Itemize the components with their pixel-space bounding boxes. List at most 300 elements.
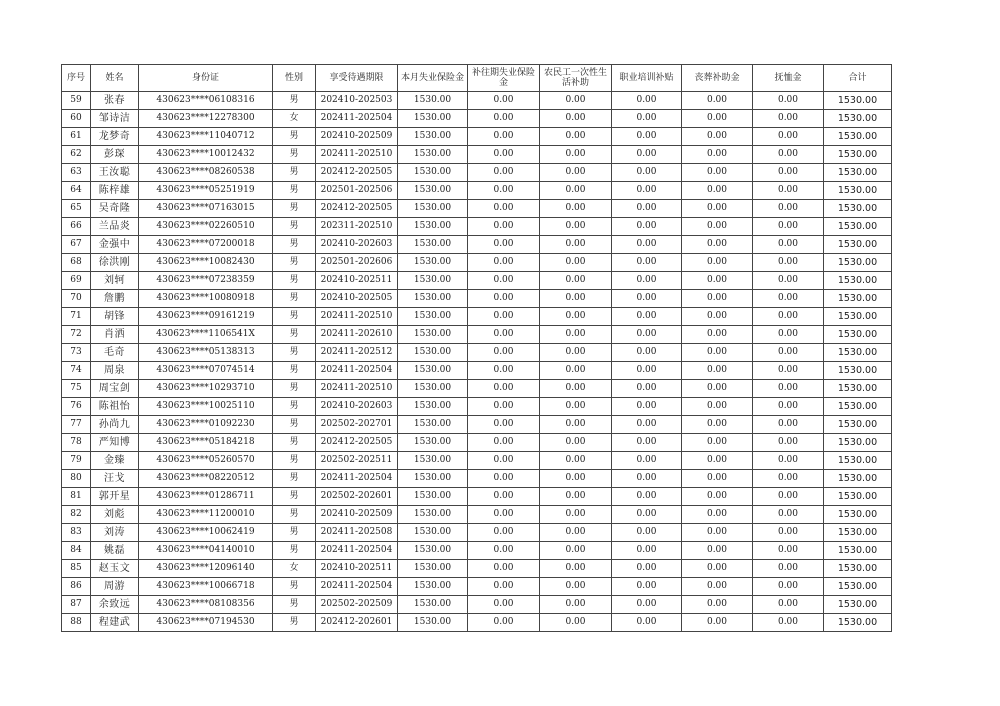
cell-name: 余致远	[91, 596, 139, 614]
cell-seq: 62	[62, 146, 91, 164]
cell-period: 202411-202508	[316, 524, 398, 542]
cell-id: 430623****10082430	[139, 254, 273, 272]
cell-total: 1530.00	[824, 560, 892, 578]
cell-pension: 0.00	[753, 146, 824, 164]
table-row	[62, 200, 892, 218]
cell-migrant-subsidy: 0.00	[540, 200, 612, 218]
cell-backpay: 0.00	[468, 92, 540, 110]
cell-funeral: 0.00	[682, 578, 753, 596]
col-header-gender: 性别	[273, 65, 316, 92]
cell-backpay: 0.00	[468, 380, 540, 398]
table-row	[62, 272, 892, 290]
cell-migrant-subsidy: 0.00	[540, 488, 612, 506]
table-row	[62, 164, 892, 182]
cell-seq: 84	[62, 542, 91, 560]
cell-seq: 75	[62, 380, 91, 398]
cell-funeral: 0.00	[682, 128, 753, 146]
cell-id: 430623****11040712	[139, 128, 273, 146]
cell-migrant-subsidy: 0.00	[540, 524, 612, 542]
cell-pension: 0.00	[753, 308, 824, 326]
cell-id: 430623****10012432	[139, 146, 273, 164]
cell-period: 202311-202510	[316, 218, 398, 236]
cell-period: 202411-202504	[316, 578, 398, 596]
cell-funeral: 0.00	[682, 452, 753, 470]
cell-seq: 74	[62, 362, 91, 380]
cell-monthly: 1530.00	[398, 506, 468, 524]
cell-pension: 0.00	[753, 110, 824, 128]
cell-training: 0.00	[612, 614, 682, 632]
cell-id: 430623****10025110	[139, 398, 273, 416]
cell-id: 430623****12278300	[139, 110, 273, 128]
cell-period: 202410-202603	[316, 398, 398, 416]
cell-pension: 0.00	[753, 236, 824, 254]
cell-period: 202412-202505	[316, 164, 398, 182]
cell-monthly: 1530.00	[398, 488, 468, 506]
cell-funeral: 0.00	[682, 236, 753, 254]
cell-seq: 73	[62, 344, 91, 362]
cell-funeral: 0.00	[682, 182, 753, 200]
col-header-migrant-subsidy: 农民工一次性生活补助	[540, 65, 612, 92]
cell-period: 202410-202505	[316, 290, 398, 308]
col-header-name: 姓名	[91, 65, 139, 92]
table-row	[62, 434, 892, 452]
cell-id: 430623****07074514	[139, 362, 273, 380]
cell-pension: 0.00	[753, 164, 824, 182]
cell-gender: 男	[273, 614, 316, 632]
cell-migrant-subsidy: 0.00	[540, 398, 612, 416]
cell-id: 430623****05184218	[139, 434, 273, 452]
cell-id: 430623****08220512	[139, 470, 273, 488]
table-row	[62, 398, 892, 416]
cell-total: 1530.00	[824, 146, 892, 164]
cell-migrant-subsidy: 0.00	[540, 416, 612, 434]
cell-gender: 男	[273, 452, 316, 470]
cell-gender: 男	[273, 146, 316, 164]
cell-gender: 男	[273, 200, 316, 218]
table-row	[62, 542, 892, 560]
cell-period: 202502-202509	[316, 596, 398, 614]
cell-id: 430623****01286711	[139, 488, 273, 506]
cell-gender: 男	[273, 542, 316, 560]
cell-total: 1530.00	[824, 128, 892, 146]
cell-total: 1530.00	[824, 182, 892, 200]
cell-gender: 男	[273, 182, 316, 200]
cell-name: 詹鹏	[91, 290, 139, 308]
table-row	[62, 362, 892, 380]
cell-training: 0.00	[612, 290, 682, 308]
table-row	[62, 344, 892, 362]
cell-gender: 男	[273, 596, 316, 614]
cell-period: 202410-202603	[316, 236, 398, 254]
cell-name: 肖洒	[91, 326, 139, 344]
cell-backpay: 0.00	[468, 182, 540, 200]
cell-gender: 男	[273, 578, 316, 596]
cell-pension: 0.00	[753, 470, 824, 488]
cell-total: 1530.00	[824, 614, 892, 632]
cell-gender: 男	[273, 470, 316, 488]
cell-migrant-subsidy: 0.00	[540, 272, 612, 290]
cell-funeral: 0.00	[682, 326, 753, 344]
cell-id: 430623****1106541X	[139, 326, 273, 344]
cell-gender: 男	[273, 92, 316, 110]
cell-training: 0.00	[612, 236, 682, 254]
cell-period: 202411-202504	[316, 470, 398, 488]
cell-migrant-subsidy: 0.00	[540, 182, 612, 200]
cell-id: 430623****04140010	[139, 542, 273, 560]
cell-monthly: 1530.00	[398, 128, 468, 146]
cell-training: 0.00	[612, 578, 682, 596]
cell-name: 严知博	[91, 434, 139, 452]
cell-id: 430623****02260510	[139, 218, 273, 236]
cell-total: 1530.00	[824, 398, 892, 416]
cell-migrant-subsidy: 0.00	[540, 542, 612, 560]
cell-funeral: 0.00	[682, 110, 753, 128]
cell-pension: 0.00	[753, 542, 824, 560]
cell-name: 赵玉文	[91, 560, 139, 578]
cell-name: 刘涛	[91, 524, 139, 542]
cell-training: 0.00	[612, 506, 682, 524]
table-row	[62, 146, 892, 164]
cell-backpay: 0.00	[468, 398, 540, 416]
table-row	[62, 218, 892, 236]
cell-id: 430623****12096140	[139, 560, 273, 578]
cell-migrant-subsidy: 0.00	[540, 254, 612, 272]
cell-seq: 64	[62, 182, 91, 200]
cell-seq: 77	[62, 416, 91, 434]
cell-migrant-subsidy: 0.00	[540, 362, 612, 380]
cell-period: 202502-202601	[316, 488, 398, 506]
cell-period: 202411-202510	[316, 146, 398, 164]
cell-migrant-subsidy: 0.00	[540, 92, 612, 110]
cell-migrant-subsidy: 0.00	[540, 128, 612, 146]
cell-seq: 72	[62, 326, 91, 344]
cell-migrant-subsidy: 0.00	[540, 380, 612, 398]
cell-monthly: 1530.00	[398, 110, 468, 128]
cell-funeral: 0.00	[682, 272, 753, 290]
cell-total: 1530.00	[824, 524, 892, 542]
cell-gender: 男	[273, 236, 316, 254]
cell-migrant-subsidy: 0.00	[540, 470, 612, 488]
cell-training: 0.00	[612, 128, 682, 146]
cell-training: 0.00	[612, 146, 682, 164]
cell-pension: 0.00	[753, 182, 824, 200]
cell-pension: 0.00	[753, 560, 824, 578]
cell-backpay: 0.00	[468, 236, 540, 254]
cell-seq: 65	[62, 200, 91, 218]
cell-migrant-subsidy: 0.00	[540, 236, 612, 254]
cell-id: 430623****09161219	[139, 308, 273, 326]
cell-gender: 男	[273, 416, 316, 434]
cell-training: 0.00	[612, 488, 682, 506]
cell-training: 0.00	[612, 416, 682, 434]
cell-funeral: 0.00	[682, 362, 753, 380]
table-row	[62, 452, 892, 470]
cell-migrant-subsidy: 0.00	[540, 110, 612, 128]
cell-backpay: 0.00	[468, 488, 540, 506]
cell-total: 1530.00	[824, 578, 892, 596]
cell-training: 0.00	[612, 380, 682, 398]
cell-monthly: 1530.00	[398, 560, 468, 578]
cell-period: 202411-202610	[316, 326, 398, 344]
cell-funeral: 0.00	[682, 470, 753, 488]
cell-gender: 男	[273, 380, 316, 398]
cell-monthly: 1530.00	[398, 254, 468, 272]
col-header-seq: 序号	[62, 65, 91, 92]
cell-backpay: 0.00	[468, 272, 540, 290]
table-row	[62, 470, 892, 488]
cell-seq: 67	[62, 236, 91, 254]
cell-name: 徐洪刚	[91, 254, 139, 272]
cell-migrant-subsidy: 0.00	[540, 326, 612, 344]
cell-funeral: 0.00	[682, 398, 753, 416]
cell-monthly: 1530.00	[398, 272, 468, 290]
cell-gender: 男	[273, 218, 316, 236]
cell-migrant-subsidy: 0.00	[540, 614, 612, 632]
cell-backpay: 0.00	[468, 290, 540, 308]
cell-migrant-subsidy: 0.00	[540, 146, 612, 164]
cell-backpay: 0.00	[468, 200, 540, 218]
cell-monthly: 1530.00	[398, 344, 468, 362]
cell-seq: 63	[62, 164, 91, 182]
cell-pension: 0.00	[753, 254, 824, 272]
cell-funeral: 0.00	[682, 416, 753, 434]
cell-id: 430623****08260538	[139, 164, 273, 182]
cell-id: 430623****05251919	[139, 182, 273, 200]
cell-seq: 59	[62, 92, 91, 110]
cell-backpay: 0.00	[468, 524, 540, 542]
cell-seq: 61	[62, 128, 91, 146]
cell-funeral: 0.00	[682, 92, 753, 110]
cell-seq: 76	[62, 398, 91, 416]
cell-total: 1530.00	[824, 380, 892, 398]
cell-monthly: 1530.00	[398, 290, 468, 308]
cell-name: 汪戈	[91, 470, 139, 488]
cell-training: 0.00	[612, 452, 682, 470]
cell-pension: 0.00	[753, 614, 824, 632]
cell-period: 202412-202601	[316, 614, 398, 632]
cell-name: 周宝剑	[91, 380, 139, 398]
cell-monthly: 1530.00	[398, 470, 468, 488]
col-header-pension: 抚恤金	[753, 65, 824, 92]
cell-name: 龙梦奇	[91, 128, 139, 146]
cell-backpay: 0.00	[468, 560, 540, 578]
table-row	[62, 92, 892, 110]
cell-migrant-subsidy: 0.00	[540, 452, 612, 470]
cell-training: 0.00	[612, 110, 682, 128]
cell-total: 1530.00	[824, 254, 892, 272]
cell-seq: 78	[62, 434, 91, 452]
cell-total: 1530.00	[824, 434, 892, 452]
cell-funeral: 0.00	[682, 146, 753, 164]
cell-pension: 0.00	[753, 578, 824, 596]
cell-training: 0.00	[612, 542, 682, 560]
cell-gender: 男	[273, 290, 316, 308]
table-row	[62, 560, 892, 578]
cell-total: 1530.00	[824, 272, 892, 290]
table-row	[62, 524, 892, 542]
cell-monthly: 1530.00	[398, 524, 468, 542]
table-row	[62, 290, 892, 308]
cell-total: 1530.00	[824, 164, 892, 182]
cell-name: 刘彪	[91, 506, 139, 524]
cell-funeral: 0.00	[682, 200, 753, 218]
cell-migrant-subsidy: 0.00	[540, 560, 612, 578]
cell-total: 1530.00	[824, 236, 892, 254]
cell-name: 姚磊	[91, 542, 139, 560]
table-row	[62, 128, 892, 146]
cell-pension: 0.00	[753, 290, 824, 308]
col-header-backpay: 补往期失业保险金	[468, 65, 540, 92]
cell-pension: 0.00	[753, 362, 824, 380]
cell-id: 430623****01092230	[139, 416, 273, 434]
cell-name: 刘轲	[91, 272, 139, 290]
cell-name: 毛奇	[91, 344, 139, 362]
cell-funeral: 0.00	[682, 290, 753, 308]
cell-pension: 0.00	[753, 200, 824, 218]
cell-total: 1530.00	[824, 290, 892, 308]
table-row	[62, 596, 892, 614]
cell-name: 孙尚九	[91, 416, 139, 434]
cell-backpay: 0.00	[468, 254, 540, 272]
cell-name: 张春	[91, 92, 139, 110]
cell-period: 202501-202606	[316, 254, 398, 272]
cell-training: 0.00	[612, 272, 682, 290]
cell-total: 1530.00	[824, 218, 892, 236]
cell-period: 202410-202503	[316, 92, 398, 110]
cell-training: 0.00	[612, 308, 682, 326]
cell-monthly: 1530.00	[398, 326, 468, 344]
cell-training: 0.00	[612, 470, 682, 488]
cell-backpay: 0.00	[468, 542, 540, 560]
cell-training: 0.00	[612, 434, 682, 452]
cell-pension: 0.00	[753, 398, 824, 416]
cell-training: 0.00	[612, 362, 682, 380]
cell-seq: 80	[62, 470, 91, 488]
cell-gender: 男	[273, 128, 316, 146]
cell-gender: 男	[273, 506, 316, 524]
cell-funeral: 0.00	[682, 254, 753, 272]
cell-total: 1530.00	[824, 200, 892, 218]
cell-seq: 70	[62, 290, 91, 308]
cell-gender: 男	[273, 254, 316, 272]
cell-seq: 66	[62, 218, 91, 236]
cell-pension: 0.00	[753, 272, 824, 290]
cell-migrant-subsidy: 0.00	[540, 596, 612, 614]
cell-gender: 男	[273, 398, 316, 416]
cell-backpay: 0.00	[468, 470, 540, 488]
cell-gender: 男	[273, 488, 316, 506]
cell-backpay: 0.00	[468, 326, 540, 344]
cell-backpay: 0.00	[468, 128, 540, 146]
cell-id: 430623****05260570	[139, 452, 273, 470]
cell-training: 0.00	[612, 326, 682, 344]
cell-monthly: 1530.00	[398, 434, 468, 452]
cell-monthly: 1530.00	[398, 380, 468, 398]
cell-monthly: 1530.00	[398, 542, 468, 560]
cell-period: 202410-202511	[316, 560, 398, 578]
cell-period: 202502-202701	[316, 416, 398, 434]
cell-seq: 85	[62, 560, 91, 578]
cell-gender: 男	[273, 272, 316, 290]
cell-name: 周游	[91, 578, 139, 596]
table-row	[62, 254, 892, 272]
cell-id: 430623****07194530	[139, 614, 273, 632]
cell-total: 1530.00	[824, 362, 892, 380]
cell-id: 430623****06108316	[139, 92, 273, 110]
col-header-training: 职业培训补贴	[612, 65, 682, 92]
cell-seq: 83	[62, 524, 91, 542]
cell-seq: 60	[62, 110, 91, 128]
cell-backpay: 0.00	[468, 596, 540, 614]
cell-total: 1530.00	[824, 506, 892, 524]
cell-total: 1530.00	[824, 326, 892, 344]
cell-funeral: 0.00	[682, 488, 753, 506]
table-row	[62, 308, 892, 326]
cell-gender: 男	[273, 362, 316, 380]
cell-monthly: 1530.00	[398, 578, 468, 596]
cell-period: 202412-202505	[316, 434, 398, 452]
cell-period: 202411-202512	[316, 344, 398, 362]
cell-monthly: 1530.00	[398, 308, 468, 326]
cell-training: 0.00	[612, 596, 682, 614]
cell-backpay: 0.00	[468, 416, 540, 434]
cell-period: 202411-202504	[316, 542, 398, 560]
cell-period: 202410-202509	[316, 506, 398, 524]
table-row	[62, 614, 892, 632]
cell-funeral: 0.00	[682, 560, 753, 578]
cell-total: 1530.00	[824, 92, 892, 110]
cell-id: 430623****10062419	[139, 524, 273, 542]
cell-backpay: 0.00	[468, 362, 540, 380]
table-row	[62, 326, 892, 344]
cell-name: 金强中	[91, 236, 139, 254]
cell-funeral: 0.00	[682, 596, 753, 614]
cell-gender: 男	[273, 326, 316, 344]
cell-migrant-subsidy: 0.00	[540, 308, 612, 326]
cell-total: 1530.00	[824, 416, 892, 434]
cell-training: 0.00	[612, 218, 682, 236]
table-row	[62, 380, 892, 398]
cell-funeral: 0.00	[682, 308, 753, 326]
cell-monthly: 1530.00	[398, 398, 468, 416]
table-row	[62, 236, 892, 254]
cell-monthly: 1530.00	[398, 146, 468, 164]
cell-name: 郭开星	[91, 488, 139, 506]
cell-name: 彭琛	[91, 146, 139, 164]
cell-migrant-subsidy: 0.00	[540, 218, 612, 236]
cell-monthly: 1530.00	[398, 362, 468, 380]
cell-monthly: 1530.00	[398, 200, 468, 218]
cell-backpay: 0.00	[468, 344, 540, 362]
cell-name: 陈祖怡	[91, 398, 139, 416]
cell-monthly: 1530.00	[398, 164, 468, 182]
cell-funeral: 0.00	[682, 218, 753, 236]
cell-id: 430623****07238359	[139, 272, 273, 290]
cell-migrant-subsidy: 0.00	[540, 434, 612, 452]
cell-pension: 0.00	[753, 434, 824, 452]
cell-monthly: 1530.00	[398, 236, 468, 254]
cell-pension: 0.00	[753, 380, 824, 398]
cell-pension: 0.00	[753, 524, 824, 542]
col-header-funeral: 丧葬补助金	[682, 65, 753, 92]
cell-migrant-subsidy: 0.00	[540, 290, 612, 308]
cell-total: 1530.00	[824, 470, 892, 488]
cell-total: 1530.00	[824, 488, 892, 506]
cell-backpay: 0.00	[468, 164, 540, 182]
cell-period: 202411-202504	[316, 362, 398, 380]
cell-training: 0.00	[612, 560, 682, 578]
cell-training: 0.00	[612, 524, 682, 542]
